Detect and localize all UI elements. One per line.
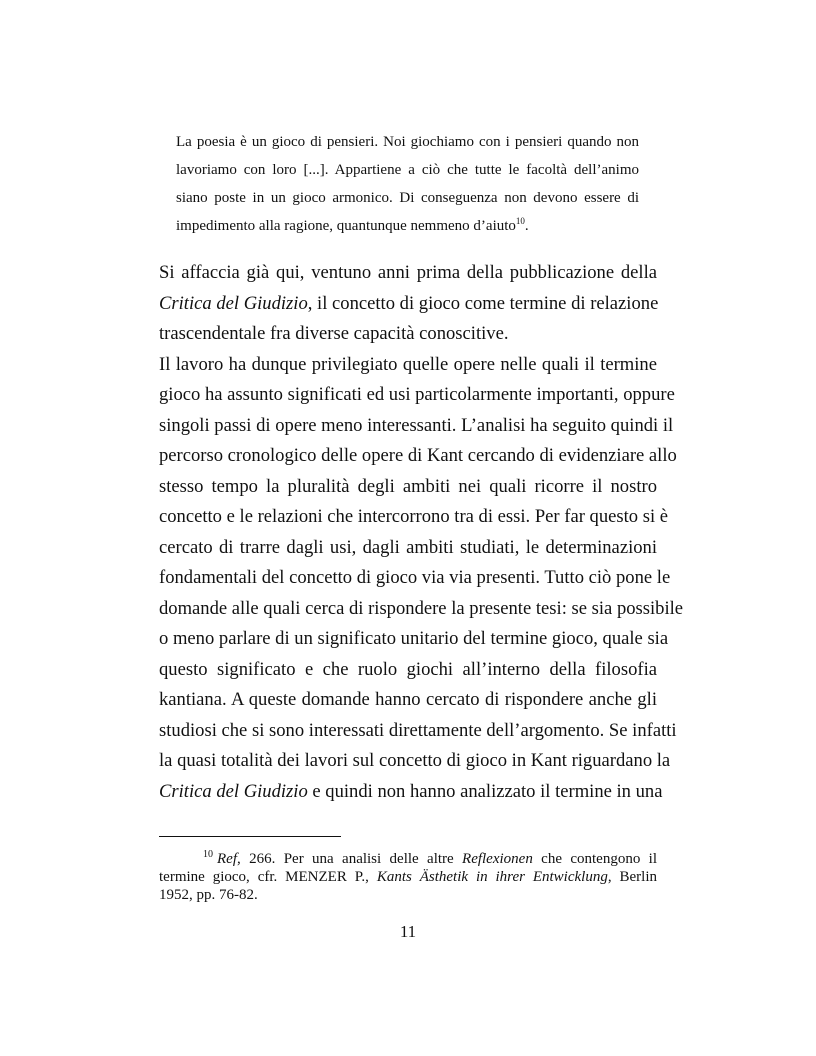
footnote-marker: 10	[515, 216, 525, 226]
footnote-work-title: Kants Ästhetik in ihrer Entwicklung	[376, 869, 608, 885]
footnote-line: 1952, pp. 76-82.	[159, 887, 258, 903]
body-line: concetto e le relazioni che intercorrono tra di essi. Per far questo si è	[159, 506, 669, 527]
book-title: Critica del Giudizio	[159, 292, 308, 314]
quote-line: siano poste in un gioco armonico. Di conseguenza non devono essere di	[176, 190, 639, 206]
body-line	[159, 289, 657, 320]
body-line: studiosi che si sono interessati direttamente dell’argomento. Se infatti	[159, 719, 677, 741]
body-line: la quasi totalità dei lavori sul concetto di gioco in Kant riguardano la	[159, 750, 671, 771]
quote-line: lavoriamo con loro [...]. Appartiene a ciò che tutte le facoltà dell’animo	[176, 162, 639, 178]
footnote-ref-abbrev: Ref	[217, 851, 237, 867]
body-line: cercato di trarre dagli usi, dagli ambiti studiati, le determinazioni	[159, 536, 657, 558]
body-line: o meno parlare di un significato unitario del termine gioco, quale sia	[159, 628, 669, 649]
quote-line: La poesia è un gioco di pensieri. Noi giochiamo con i pensieri quando non	[176, 134, 639, 150]
body-line: stesso tempo la pluralità degli ambiti nei quali ricorre il nostro	[159, 475, 657, 497]
body-line: questo significato e che ruolo giochi all’interno della filosofia	[159, 658, 657, 680]
page-number: 11	[399, 922, 417, 941]
footnote-number: 10	[203, 849, 213, 860]
footnote-text: che contengono il	[532, 851, 657, 867]
footnote-work-title: Reflexionen	[462, 851, 533, 867]
quote-end-punct: .	[524, 218, 529, 234]
body-line: kantiana. A queste domande hanno cercato di rispondere anche gli	[159, 689, 657, 710]
body-line-text: , il concetto di gioco come termine di relazione	[307, 292, 659, 314]
footnote-separator	[159, 836, 341, 837]
body-line: fondamentali del concetto di gioco via via presenti. Tutto ciò pone le	[159, 567, 671, 588]
footnote-line	[159, 868, 657, 886]
body-line: Il lavoro ha dunque privilegiato quelle opere nelle quali il termine	[159, 353, 657, 375]
footnote-text: , 266. Per una analisi delle altre	[237, 851, 463, 867]
footnote-line	[159, 850, 657, 868]
quote-line-text: impedimento alla ragione, quantunque nemmeno d’aiuto	[176, 218, 516, 234]
body-line: singoli passi di opere meno interessanti. L’analisi ha seguito quindi il	[159, 414, 674, 436]
body-text	[159, 258, 684, 807]
footnote-text: , Berlin	[607, 869, 657, 885]
footnote	[159, 850, 657, 904]
body-line: trascendentale fra diverse capacità conoscitive.	[159, 323, 509, 344]
body-line: gioco ha assunto significati ed usi particolarmente importanti, oppure	[159, 384, 675, 405]
block-quote	[176, 128, 639, 240]
body-line	[159, 777, 663, 808]
body-line-text: e quindi non hanno analizzato il termine in una	[307, 780, 663, 802]
quote-line	[176, 212, 639, 240]
book-title: Critica del Giudizio	[159, 780, 308, 802]
body-line: percorso cronologico delle opere di Kant cercando di evidenziare allo	[159, 445, 677, 466]
body-line: domande alle quali cerca di rispondere la presente tesi: se sia possibile	[159, 597, 684, 619]
footnote-text: termine gioco, cfr. MENZER P.,	[159, 869, 377, 885]
body-line: Si affaccia già qui, ventuno anni prima della pubblicazione della	[159, 262, 657, 283]
